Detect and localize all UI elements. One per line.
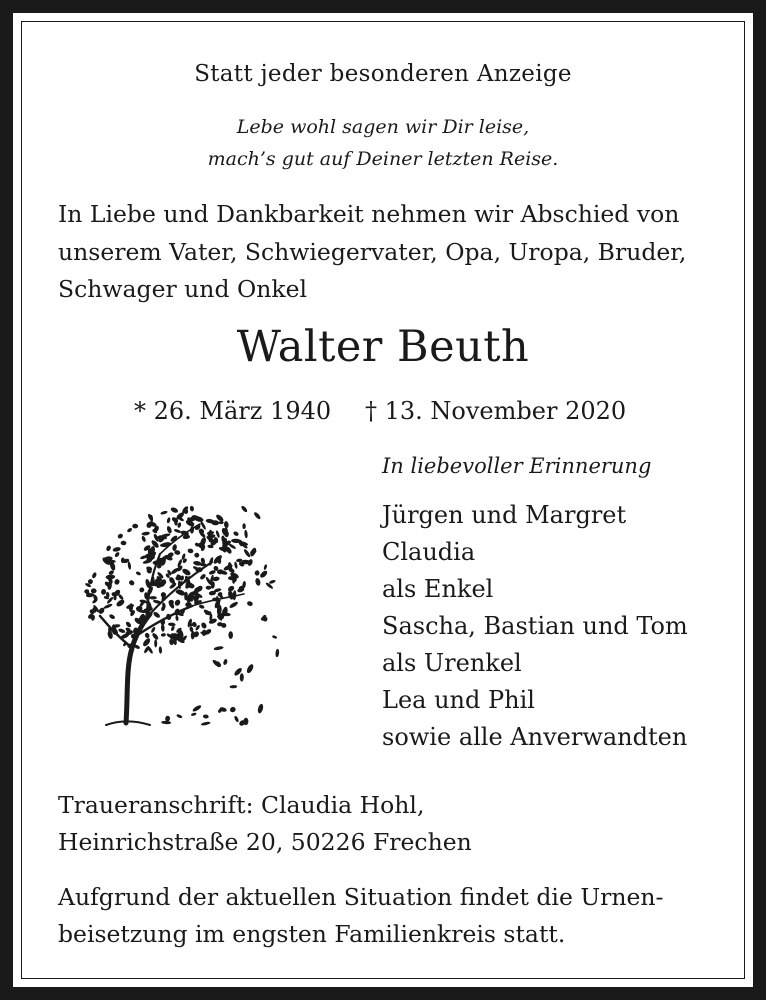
leaf-shape — [173, 528, 181, 533]
leaf-shape — [166, 525, 173, 534]
leaf-shape — [103, 603, 113, 610]
leaf-shape — [128, 579, 135, 586]
leaf-shape — [165, 715, 171, 721]
leaf-shape — [144, 632, 150, 639]
leaf-shape — [91, 588, 97, 593]
leaf-shape — [187, 618, 193, 628]
leaf-shape — [151, 632, 159, 641]
leaf-shape — [259, 570, 269, 579]
address-line: Heinrichstraße 20, 50226 Frechen — [58, 828, 472, 856]
leaf-shape — [198, 604, 204, 609]
leaf-shape — [215, 530, 220, 538]
leaf-shape — [166, 517, 171, 524]
leaf-shape — [127, 644, 134, 649]
leaf-shape — [263, 564, 267, 570]
leaf-shape — [152, 611, 161, 619]
leaf-shape — [176, 714, 183, 719]
leaf-shape — [91, 572, 97, 579]
leaf-shape — [118, 628, 126, 634]
leaf-shape — [218, 521, 224, 524]
leaf-shape — [161, 721, 171, 725]
leaf-shape — [206, 586, 212, 590]
death-date: † 13. November 2020 — [365, 397, 627, 425]
leaf-shape — [175, 615, 179, 621]
leaf-shape — [203, 714, 209, 719]
leaf-shape — [115, 598, 125, 607]
leaf-shape — [141, 531, 150, 536]
leaf-shape — [159, 646, 163, 653]
address-line: Traueranschrift: Claudia Hohl, — [58, 791, 425, 819]
leaf-shape — [112, 546, 121, 552]
leaf-shape — [191, 712, 197, 716]
leaf-shape — [181, 567, 192, 576]
leaf-shape — [257, 703, 264, 714]
leaf-shape — [142, 637, 152, 647]
address-block — [58, 787, 472, 861]
leaf-shape — [272, 635, 278, 640]
notice-heading: Statt jeder besonderen Anzeige — [194, 61, 572, 87]
leaf-shape — [126, 527, 132, 533]
leaf-shape — [243, 548, 251, 558]
quote-line-2: mach’s gut auf Deiner letzten Reise. — [207, 148, 559, 170]
family-line: Claudia — [382, 538, 476, 566]
leaf-shape — [200, 563, 206, 566]
leaf-shape — [224, 521, 229, 529]
leaf-shape — [240, 505, 248, 513]
leaf-shape — [254, 570, 259, 576]
family-line: sowie alle Anverwandten — [382, 723, 688, 751]
leaf-shape — [105, 545, 111, 552]
family-line: Lea und Phil — [382, 686, 535, 714]
leaf-shape — [161, 624, 165, 632]
leaf-shape — [168, 622, 176, 626]
leaf-shape — [177, 522, 182, 528]
quote-line-1: Lebe wohl sagen wir Dir leise, — [236, 116, 530, 138]
leaf-shape — [228, 631, 233, 639]
leaf-shape — [255, 578, 262, 587]
leaf-shape — [101, 589, 107, 595]
leaf-shape — [189, 505, 194, 511]
leaf-shape — [246, 663, 255, 674]
leaf-shape — [138, 586, 145, 593]
leaf-shape — [187, 548, 194, 554]
leaf-shape — [192, 704, 202, 712]
family-line: Jürgen und Margret — [382, 501, 627, 529]
leaf-shape — [132, 524, 138, 529]
leaf-shape — [269, 579, 276, 584]
leaf-shape — [170, 625, 175, 631]
leaf-shape — [139, 599, 147, 604]
leaf-shape — [141, 535, 147, 542]
leaf-shape — [149, 596, 157, 600]
family-line: als Urenkel — [382, 649, 522, 677]
leaf-shape — [233, 531, 240, 537]
leaf-shape — [194, 553, 199, 558]
leaf-shape — [160, 510, 168, 515]
leaf-shape — [229, 601, 239, 609]
closing-notice — [58, 879, 663, 953]
deceased-name: Walter Beuth — [236, 322, 530, 372]
leaf-shape — [114, 551, 120, 558]
leaf-shape — [200, 622, 207, 630]
leaf-shape — [113, 595, 116, 600]
family-line: Sascha, Bastian und Tom — [382, 612, 688, 640]
closing-line: beisetzung im engsten Familienkreis statt. — [58, 920, 566, 948]
birth-date: * 26. März 1940 — [134, 397, 332, 425]
intro-line: unserem Vater, Schwiegervater, Opa, Uropa, Bruder, — [58, 237, 687, 266]
leaf-shape — [108, 613, 115, 619]
intro-line: In Liebe und Dankbarkeit nehmen wir Abschied von — [58, 200, 680, 228]
leaf-shape — [117, 533, 124, 540]
leaf-shape — [199, 573, 207, 580]
leaf-shape — [253, 511, 262, 520]
leaf-shape — [234, 561, 238, 569]
leaf-shape — [120, 541, 126, 546]
leaf-shape — [125, 621, 132, 628]
family-line: als Enkel — [382, 575, 494, 603]
closing-line: Aufgrund der aktuellen Situation findet die Urnen- — [58, 883, 664, 911]
leaf-shape — [242, 523, 245, 529]
leaf-shape — [246, 600, 253, 606]
windblown-tree-icon — [76, 488, 286, 733]
leaf-shape — [229, 706, 237, 713]
intro-text — [58, 196, 718, 309]
leaf-shape — [240, 673, 244, 681]
leaf-shape — [244, 530, 248, 539]
leaf-shape — [174, 599, 182, 607]
leaf-shape — [201, 721, 211, 726]
memory-line: In liebevoller Erinnerung — [382, 454, 652, 478]
leaf-shape — [105, 574, 115, 579]
leaf-shape — [135, 571, 141, 576]
leaf-shape — [154, 639, 157, 647]
intro-line: Schwager und Onkel — [58, 275, 308, 303]
leaf-shape — [161, 633, 167, 637]
leaf-shape — [275, 649, 279, 658]
leaf-shape — [232, 590, 236, 600]
leaf-shape — [170, 506, 179, 513]
leaf-shape — [230, 685, 238, 689]
leaf-shape — [213, 646, 223, 651]
leaf-shape — [127, 561, 131, 570]
leaf-shape — [233, 715, 239, 723]
leaf-shape — [113, 578, 120, 585]
